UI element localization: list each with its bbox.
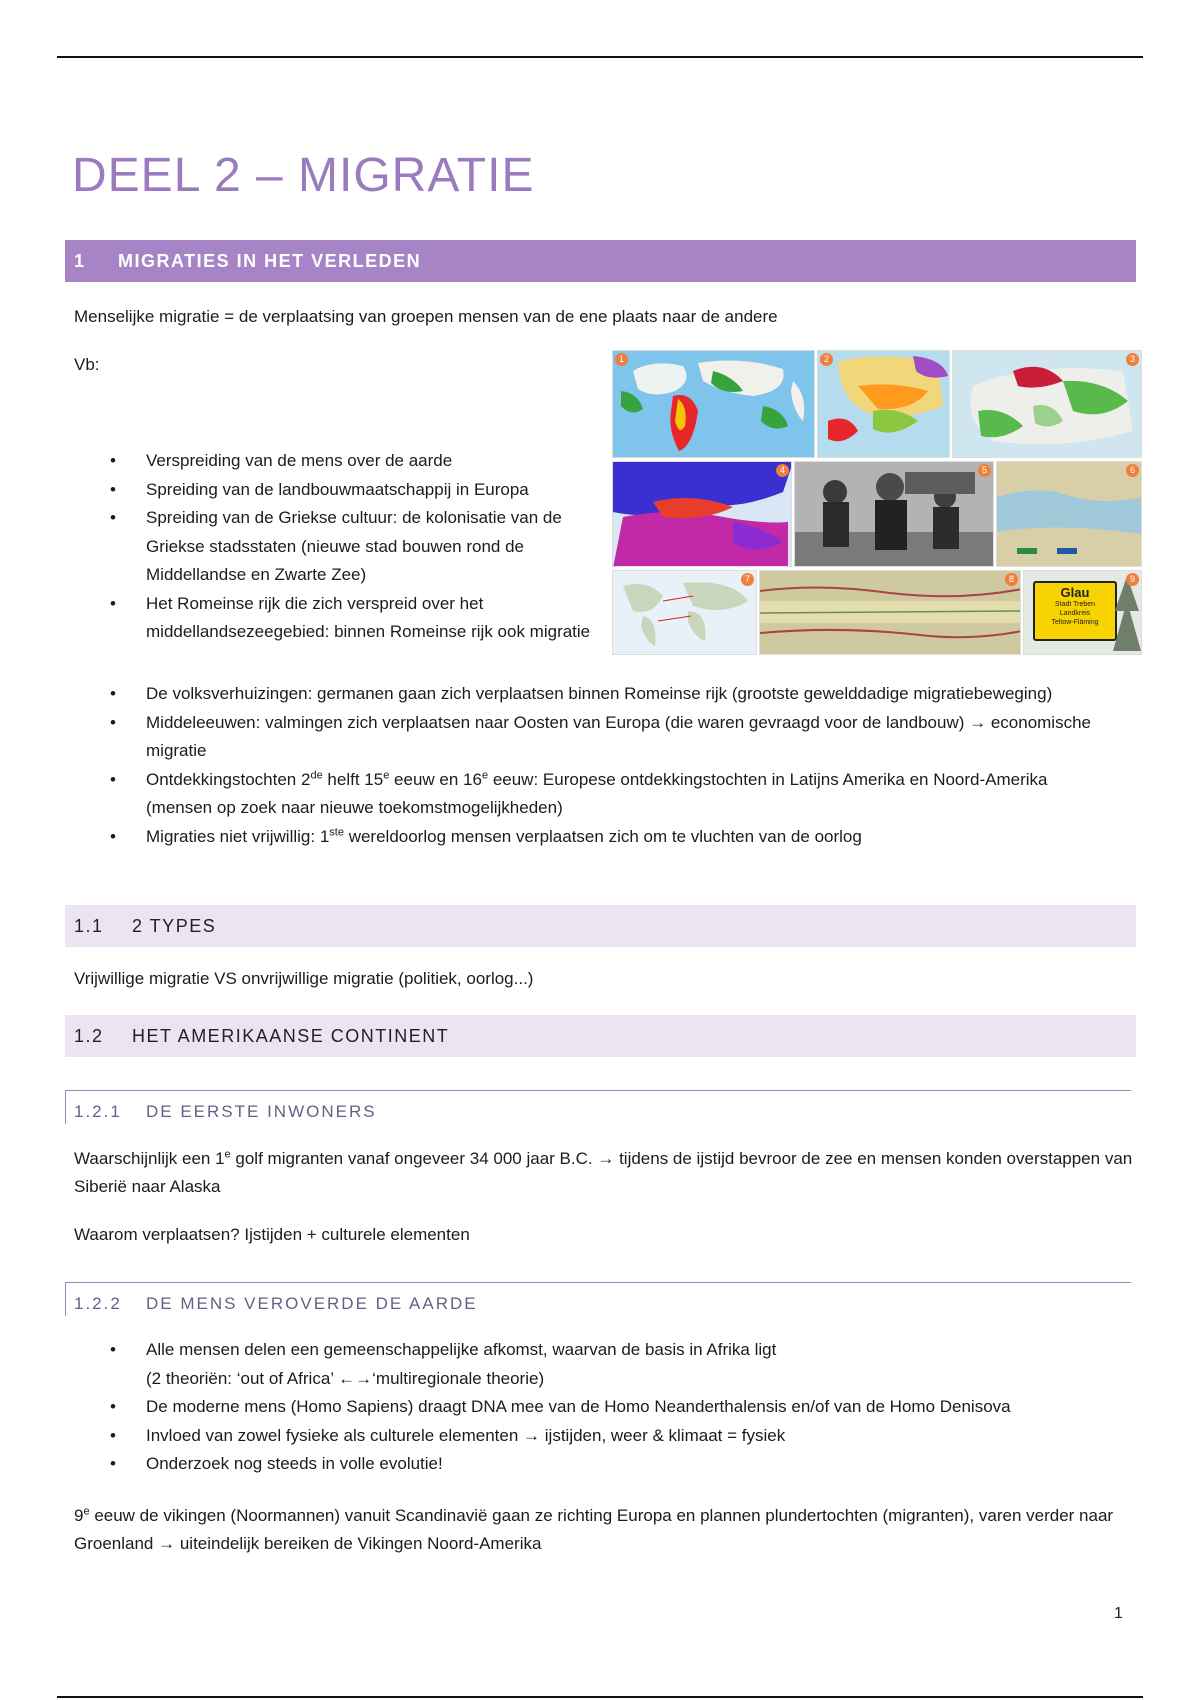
section-number: 1.2.1 [74,1102,122,1121]
list-item: • De volksverhuizingen: germanen gaan zich verplaatsen binnen Romeinse rijk (grootste gewelddadige migratiebeweging) [74,680,1094,709]
header-rule [57,56,1143,58]
image-number-badge: 5 [978,464,991,477]
list-item: • Spreiding van de Griekse cultuur: de kolonisatie van de Griekse stadsstaten (nieuwe stad bouwen rond de Middellandse en Zwarte Zee) [74,504,614,590]
exploration-map-image [612,570,757,655]
types-text: Vrijwillige migratie VS onvrijwillige migratie (politiek, oorlog...) [74,969,534,988]
list-item: • Verspreiding van de mens over de aarde [74,447,614,476]
page-title: DEEL 2 – MIGRATIE [72,149,535,202]
page-number: 1 [1114,1605,1123,1622]
list-item: • Spreiding van de landbouwmaatschappij in Europa [74,476,614,505]
migration-photo-image [794,461,994,567]
list-item: • Invloed van zowel fysieke als culturele elementen → ijstijden, weer & klimaat = fysiek [74,1422,1134,1451]
section-number: 1.2.2 [74,1294,122,1313]
migration-image-collage [612,350,1142,655]
list-item: • Middeleeuwen: valmingen zich verplaatsen naar Oosten van Europa (die waren gevraagd voor de landbouw) → economische migratie [74,709,1094,766]
image-number-badge: 9 [1126,573,1139,586]
section-title: HET AMERIKAANSE CONTINENT [132,1025,450,1046]
town-sign: Glau Stadt Treben Landkreis Teltow-Fläming [1033,581,1117,641]
image-number-badge: 7 [741,573,754,586]
section-number: 1 [74,250,86,271]
section-heading-1-1 [65,905,1136,947]
section-heading-1-2-2 [65,1282,1131,1316]
world-map-image [612,350,815,458]
europe-map-image [952,350,1142,458]
section-number: 1.1 [74,915,104,936]
list-item: • Alle mensen delen een gemeenschappelijke afkomst, waarvan de basis in Afrika ligt (2 theoriën: ‘out of Africa’ ←→‘multiregionale theorie) [74,1336,1134,1393]
ancient-scroll-map-image [759,570,1021,655]
roman-empire-map-image [612,461,792,567]
eerste-inwoners-text: Waarschijnlijk een 1e golf migranten vanaf ongeveer 34 000 jaar B.C. → tijdens de ijstijd bevroor de zee en mensen konden overstappen van Siberië naar Alaska [74,1148,1133,1196]
examples-list-top [74,447,614,647]
section-title: 2 TYPES [132,915,217,936]
europe-farming-map-image [817,350,950,458]
definition-text: Menselijke migratie = de verplaatsing van groepen mensen van de ene plaats naar de andere [74,307,778,326]
image-number-badge: 6 [1126,464,1139,477]
image-number-badge: 4 [776,464,789,477]
image-number-badge: 2 [820,353,833,366]
section-number: 1.2 [74,1025,104,1046]
section-title: DE EERSTE INWONERS [146,1102,377,1121]
mediterranean-map-image [996,461,1142,567]
section-heading-1 [65,240,1136,282]
list-item: • Ontdekkingstochten 2de helft 15e eeuw en 16e eeuw: Europese ontdekkingstochten in Latijns Amerika en Noord-Amerika (mensen op zoek naar nieuwe toekomstmogelijkheden) [74,766,1094,823]
town-sign-image [1023,570,1142,655]
section-heading-1-2 [65,1015,1136,1057]
image-number-badge: 8 [1005,573,1018,586]
vb-label: Vb: [74,355,100,374]
image-number-badge: 3 [1126,353,1139,366]
footer-rule [57,1696,1143,1698]
section-title: DE MENS VEROVERDE DE AARDE [146,1294,478,1313]
mens-aarde-list [74,1336,1134,1479]
vikings-text: 9e eeuw de vikingen (Noormannen) vanuit Scandinavië gaan ze richting Europa en plannen plundertochten (migranten), varen verder naar Groenland → uiteindelijk bereiken de Vikingen Noord-Amerika [74,1505,1114,1553]
section-title: MIGRATIES IN HET VERLEDEN [118,250,422,271]
image-number-badge: 1 [615,353,628,366]
list-item: • De moderne mens (Homo Sapiens) draagt DNA mee van de Homo Neanderthalensis en/of van de Homo Denisova [74,1393,1134,1422]
list-item: • Migraties niet vrijwillig: 1ste wereldoorlog mensen verplaatsen zich om te vluchten van de oorlog [74,823,1094,852]
list-item: • Onderzoek nog steeds in volle evolutie! [74,1450,1134,1479]
section-heading-1-2-1 [65,1090,1131,1124]
waarom-text: Waarom verplaatsen? Ijstijden + culturele elementen [74,1225,470,1244]
list-item: • Het Romeinse rijk die zich verspreid over het middellandsezeegebied: binnen Romeinse rijk ook migratie [74,590,614,647]
examples-list-bottom [74,680,1094,851]
